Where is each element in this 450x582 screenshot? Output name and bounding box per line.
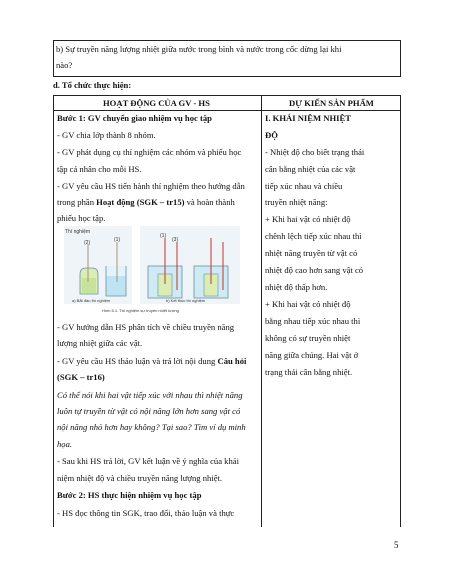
figure-label-3: (3) xyxy=(172,237,179,243)
left-para-3-l3: phiếu học tập. xyxy=(57,213,106,223)
right-line-5: + Khi hai vật có nhiệt độ xyxy=(265,214,351,224)
figure-label-1: (1) xyxy=(114,237,121,243)
left-para-2-l1: - GV phát dụng cụ thí nghiệm các nhóm và phiếu học xyxy=(57,147,242,157)
left-para-5-l2: (SGK – tr16) xyxy=(57,372,105,382)
right-line-12: không có sự truyền nhiệt xyxy=(265,333,351,343)
step1-title: Bước 1: GV chuyển giao nhiệm vụ học tập xyxy=(57,113,212,123)
right-title-l1: I. KHÁI NIỆM NHIỆT xyxy=(265,113,351,123)
figure-caption-b: b) Kết thúc thí nghiệm xyxy=(166,298,206,303)
figure-label-top: Thí nghiệm xyxy=(65,229,91,235)
left-para-3-l1: - GV yêu cầu HS tiến hành thí nghiệm theo hướng dẫn xyxy=(57,181,245,191)
question-line-1: b) Sự truyền năng lượng nhiệt giữa nước trong bình và nước trong cốc dừng lại khi xyxy=(56,44,342,54)
right-line-11: bằng nhau tiếp xúc nhau thì xyxy=(265,316,361,326)
left-para-3-l2a: trong phần xyxy=(57,197,97,207)
table-header-divider xyxy=(53,110,401,111)
left-para-1: - GV chia lớp thành 8 nhóm. xyxy=(57,130,156,140)
right-line-2: cân bằng nhiệt của các vật xyxy=(265,164,356,174)
right-line-3: tiếp xúc nhau và chiều xyxy=(265,181,343,191)
left-para-5-ref: Câu hỏi xyxy=(217,356,247,366)
right-line-13: năng giữa chúng. Hai vật ở xyxy=(265,350,359,360)
figure-caption-a: a) Bắt đầu thí nghiệm xyxy=(72,298,111,303)
figure-label-1b: (1) xyxy=(160,233,167,239)
left-para-5-l1 xyxy=(57,356,246,367)
section-heading: d. Tổ chức thực hiện: xyxy=(53,80,132,90)
left-para-4-l2: lượng nhiệt giữa các vật. xyxy=(57,338,143,348)
left-para-3-l2 xyxy=(57,197,235,208)
step2-title: Bước 2: HS thực hiện nhiệm vụ học tập xyxy=(57,490,202,500)
right-line-14: trạng thái cân bằng nhiệt. xyxy=(265,367,353,377)
left-para-3-l2c: và hoàn thành xyxy=(184,197,235,207)
left-para-4-l1: - GV hướng dẫn HS phân tích về chiều truyền năng xyxy=(57,322,235,332)
page-number: 5 xyxy=(394,540,399,550)
question-line-2: nào? xyxy=(56,60,73,70)
right-line-6: chênh lệch tiếp xúc nhau thì xyxy=(265,231,362,241)
question-italic-l4: họa. xyxy=(57,439,73,449)
left-para-7-l1: - HS đọc thông tin SGK, trao đổi, thảo luận và thực xyxy=(57,508,235,518)
left-para-6-l1: - Sau khi HS trả lời, GV kết luận về ý nghĩa của khái xyxy=(57,456,239,466)
experiment-figure xyxy=(62,224,244,317)
table-header-right: DỰ KIẾN SẢN PHẨM xyxy=(289,98,374,108)
question-italic-l2: luôn tự truyền từ vật có nội năng lớn hơn sang vật có xyxy=(57,406,241,416)
right-line-9: nhiệt độ thấp hơn. xyxy=(265,282,328,292)
left-para-3-ref: Hoạt động (SGK – tr15) xyxy=(96,197,185,207)
figure-label-2: (2) xyxy=(84,240,91,246)
right-line-8: nhiệt độ cao hơn sang vật có xyxy=(265,265,364,275)
left-para-5-l1a: - GV yêu cầu HS thảo luận và trả lời nội dung xyxy=(57,356,218,366)
figure-caption: Hình 5.1. Thí nghiệm sự truyền nhiệt lượng xyxy=(102,308,179,313)
question-italic-l3: nội năng nhỏ hơn hay không? Tại sao? Tìm ví dụ minh xyxy=(57,422,246,432)
left-para-2-l2: tập cá nhân cho mỗi HS. xyxy=(57,164,142,174)
left-para-6-l2: niệm nhiệt độ và chiều truyền năng lượng nhiệt. xyxy=(57,473,223,483)
right-line-10: + Khi hai vật có nhiệt độ xyxy=(265,299,351,309)
experiment-illustration xyxy=(62,224,244,317)
right-title-l2: ĐỘ xyxy=(265,130,278,140)
right-line-4: truyền nhiệt năng: xyxy=(265,197,328,207)
right-line-1: - Nhiệt độ cho biết trạng thái xyxy=(265,147,365,157)
question-italic-l1: Có thể nói khi hai vật tiếp xúc với nhau thì nhiệt năng xyxy=(57,390,243,400)
table-header-left: HOẠT ĐỘNG CỦA GV - HS xyxy=(103,98,210,108)
right-line-7: nhiệt năng truyền từ vật có xyxy=(265,248,358,258)
table-column-divider xyxy=(261,95,262,527)
